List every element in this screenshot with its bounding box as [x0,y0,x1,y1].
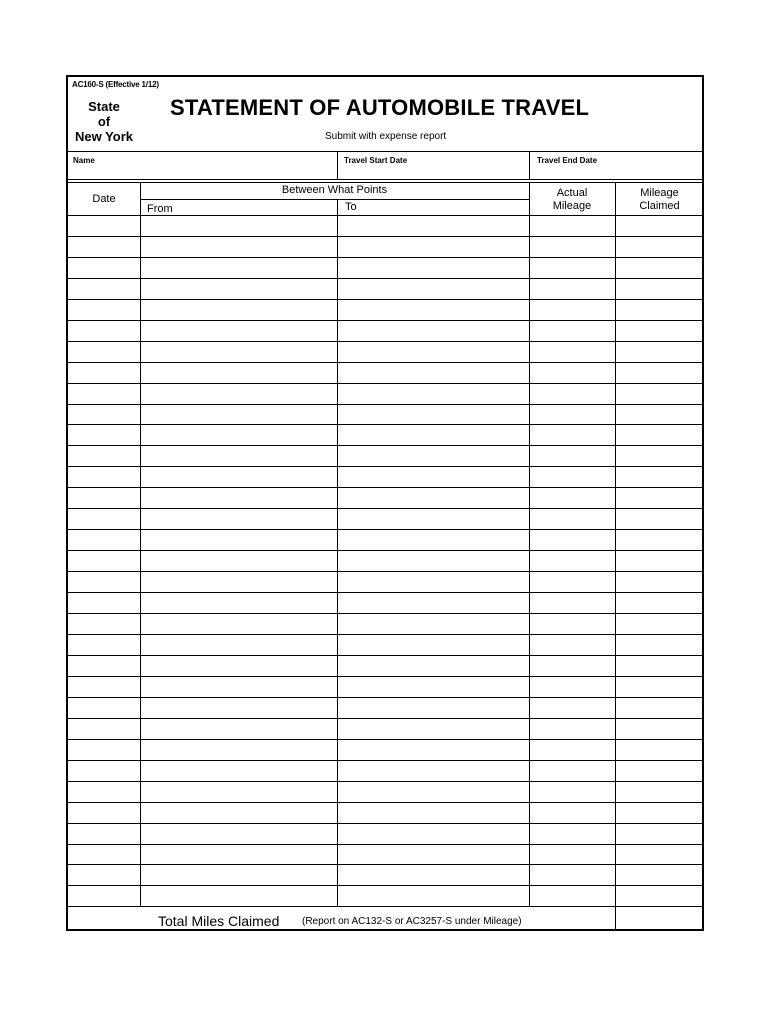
total-miles-field[interactable] [616,910,703,929]
from-cell[interactable] [141,551,336,570]
mileage-claimed-cell[interactable] [616,845,703,864]
from-cell[interactable] [141,446,336,465]
date-cell[interactable] [67,761,139,780]
date-cell[interactable] [67,719,139,738]
to-cell[interactable] [338,384,528,403]
from-cell[interactable] [141,865,336,884]
claimed-header-line-1: Mileage [640,187,679,199]
to-cell[interactable] [338,782,528,801]
from-cell[interactable] [141,237,336,256]
mileage-claimed-cell[interactable] [616,530,703,549]
actual-mileage-cell[interactable] [530,803,614,822]
form-title: STATEMENT OF AUTOMOBILE TRAVEL [170,95,590,120]
to-cell[interactable] [338,677,528,696]
mileage-claimed-cell[interactable] [616,635,703,654]
travel-start-date-label: Travel Start Date [344,156,408,165]
fields-divider-2 [66,182,704,183]
to-cell[interactable] [338,593,528,612]
to-cell[interactable] [338,216,528,235]
start-field-divider [529,151,530,180]
between-points-header: Between What Points [281,184,388,196]
mileage-claimed-cell[interactable] [616,551,703,570]
from-header: From [147,203,173,215]
mileage-claimed-cell[interactable] [616,614,703,633]
actual-mileage-cell[interactable] [530,426,614,445]
from-cell[interactable] [141,405,336,424]
mileage-claimed-cell[interactable] [616,300,703,319]
date-cell[interactable] [67,614,139,633]
mileage-claimed-cell[interactable] [616,488,703,507]
actual-mileage-cell[interactable] [530,321,614,340]
date-cell[interactable] [67,824,139,843]
to-cell[interactable] [338,865,528,884]
actual-mileage-cell[interactable] [530,363,614,382]
from-cell[interactable] [141,824,336,843]
state-line-3: New York [74,129,134,144]
from-cell[interactable] [141,698,336,717]
mileage-claimed-cell[interactable] [616,258,703,277]
actual-mileage-cell[interactable] [530,572,614,591]
actual-mileage-header [529,187,615,213]
date-cell[interactable] [67,677,139,696]
actual-mileage-cell[interactable] [530,530,614,549]
actual-mileage-cell[interactable] [530,216,614,235]
actual-mileage-cell[interactable] [530,467,614,486]
actual-mileage-cell[interactable] [530,384,614,403]
date-cell[interactable] [67,635,139,654]
to-cell[interactable] [338,237,528,256]
actual-mileage-cell[interactable] [530,593,614,612]
date-cell[interactable] [67,845,139,864]
date-cell[interactable] [67,279,139,298]
between-points-underline [140,199,529,200]
actual-mileage-cell[interactable] [530,865,614,884]
from-cell[interactable] [141,803,336,822]
from-cell[interactable] [141,782,336,801]
date-cell[interactable] [67,384,139,403]
from-cell[interactable] [141,530,336,549]
actual-mileage-cell[interactable] [530,656,614,675]
fields-divider [66,179,704,180]
to-cell[interactable] [338,300,528,319]
date-cell[interactable] [67,342,139,361]
to-cell[interactable] [338,761,528,780]
to-cell[interactable] [338,363,528,382]
from-cell[interactable] [141,426,336,445]
to-cell[interactable] [338,824,528,843]
actual-mileage-cell[interactable] [530,509,614,528]
from-cell[interactable] [141,886,336,905]
to-cell[interactable] [338,258,528,277]
actual-mileage-cell[interactable] [530,237,614,256]
actual-mileage-cell[interactable] [530,614,614,633]
date-cell[interactable] [67,300,139,319]
to-cell[interactable] [338,467,528,486]
from-cell[interactable] [141,719,336,738]
from-cell[interactable] [141,761,336,780]
mileage-claimed-cell[interactable] [616,446,703,465]
to-cell[interactable] [338,530,528,549]
date-cell[interactable] [67,865,139,884]
actual-mileage-cell[interactable] [530,551,614,570]
date-cell[interactable] [67,886,139,905]
mileage-claimed-cell[interactable] [616,384,703,403]
to-cell[interactable] [338,698,528,717]
to-cell[interactable] [338,446,528,465]
form-code: AC160-S (Effective 1/12) [72,80,159,89]
date-cell[interactable] [67,782,139,801]
to-cell[interactable] [338,719,528,738]
state-name [70,99,138,144]
date-cell[interactable] [67,216,139,235]
mileage-claimed-cell[interactable] [616,342,703,361]
to-cell[interactable] [338,488,528,507]
name-field[interactable] [68,165,336,178]
date-cell[interactable] [67,321,139,340]
actual-mileage-cell[interactable] [530,342,614,361]
from-cell[interactable] [141,509,336,528]
mileage-claimed-cell[interactable] [616,572,703,591]
actual-mileage-cell[interactable] [530,488,614,507]
mileage-claimed-cell[interactable] [616,656,703,675]
actual-mileage-cell[interactable] [530,405,614,424]
date-header: Date [92,193,116,205]
actual-mileage-cell[interactable] [530,300,614,319]
travel-end-date-field[interactable] [531,165,702,178]
date-cell[interactable] [67,363,139,382]
date-cell[interactable] [67,509,139,528]
to-header: To [345,201,357,213]
date-cell[interactable] [67,405,139,424]
actual-mileage-cell[interactable] [530,782,614,801]
mileage-claimed-cell[interactable] [616,237,703,256]
date-cell[interactable] [67,803,139,822]
to-cell[interactable] [338,803,528,822]
to-cell[interactable] [338,279,528,298]
date-cell[interactable] [67,698,139,717]
date-cell[interactable] [67,551,139,570]
to-cell[interactable] [338,342,528,361]
form-subtitle: Submit with expense report [325,131,447,142]
date-cell[interactable] [67,488,139,507]
mileage-claimed-cell[interactable] [616,761,703,780]
mileage-claimed-cell[interactable] [616,509,703,528]
from-cell[interactable] [141,488,336,507]
from-cell[interactable] [141,677,336,696]
mileage-claimed-cell[interactable] [616,363,703,382]
date-cell[interactable] [67,446,139,465]
mileage-claimed-cell[interactable] [616,593,703,612]
to-cell[interactable] [338,614,528,633]
from-cell[interactable] [141,656,336,675]
actual-mileage-cell[interactable] [530,886,614,905]
to-cell[interactable] [338,845,528,864]
actual-mileage-cell[interactable] [530,824,614,843]
name-field-divider [337,151,338,180]
travel-end-date-label: Travel End Date [537,156,598,165]
to-cell[interactable] [338,886,528,905]
date-cell[interactable] [67,426,139,445]
date-cell[interactable] [67,467,139,486]
from-cell[interactable] [141,845,336,864]
from-cell[interactable] [141,593,336,612]
to-cell[interactable] [338,426,528,445]
mileage-claimed-cell[interactable] [616,677,703,696]
actual-mileage-cell[interactable] [530,635,614,654]
from-cell[interactable] [141,467,336,486]
from-cell[interactable] [141,614,336,633]
mileage-claimed-header [615,187,704,213]
actual-header-line-2: Mileage [552,200,592,212]
mileage-claimed-cell[interactable] [616,740,703,759]
mileage-claimed-cell[interactable] [616,321,703,340]
from-cell[interactable] [141,384,336,403]
state-line-1: State [88,99,120,114]
date-cell[interactable] [67,656,139,675]
from-cell[interactable] [141,635,336,654]
from-cell[interactable] [141,258,336,277]
date-cell[interactable] [67,572,139,591]
from-cell[interactable] [141,363,336,382]
from-cell[interactable] [141,342,336,361]
header-divider [66,151,704,152]
actual-mileage-cell[interactable] [530,698,614,717]
actual-mileage-cell[interactable] [530,761,614,780]
travel-start-date-field[interactable] [339,165,528,178]
actual-mileage-cell[interactable] [530,258,614,277]
to-cell[interactable] [338,551,528,570]
date-cell[interactable] [67,740,139,759]
mileage-claimed-cell[interactable] [616,405,703,424]
date-cell[interactable] [67,237,139,256]
from-cell[interactable] [141,740,336,759]
date-cell[interactable] [67,530,139,549]
state-line-2: of [97,114,111,129]
to-cell[interactable] [338,405,528,424]
actual-header-line-1: Actual [556,187,588,199]
mileage-claimed-cell[interactable] [616,279,703,298]
to-cell[interactable] [338,509,528,528]
actual-mileage-cell[interactable] [530,719,614,738]
actual-mileage-cell[interactable] [530,740,614,759]
mileage-claimed-cell[interactable] [616,467,703,486]
mileage-claimed-cell[interactable] [616,719,703,738]
to-cell[interactable] [338,656,528,675]
to-cell[interactable] [338,740,528,759]
from-cell[interactable] [141,572,336,591]
actual-mileage-cell[interactable] [530,279,614,298]
from-cell[interactable] [141,279,336,298]
to-cell[interactable] [338,635,528,654]
from-cell[interactable] [141,300,336,319]
actual-mileage-cell[interactable] [530,677,614,696]
actual-mileage-cell[interactable] [530,446,614,465]
name-label: Name [73,156,95,165]
claimed-header-line-2: Claimed [639,200,680,212]
mileage-claimed-cell[interactable] [616,426,703,445]
mileage-claimed-cell[interactable] [616,803,703,822]
to-cell[interactable] [338,321,528,340]
date-cell[interactable] [67,593,139,612]
total-miles-note: (Report on AC132-S or AC3257-S under Mileage) [302,916,522,927]
mileage-claimed-cell[interactable] [616,886,703,905]
from-cell[interactable] [141,216,336,235]
mileage-claimed-cell[interactable] [616,824,703,843]
total-miles-label: Total Miles Claimed [158,913,280,929]
mileage-claimed-cell[interactable] [616,698,703,717]
to-cell[interactable] [338,572,528,591]
mileage-claimed-cell[interactable] [616,216,703,235]
from-cell[interactable] [141,321,336,340]
date-cell[interactable] [67,258,139,277]
mileage-claimed-cell[interactable] [616,782,703,801]
mileage-claimed-cell[interactable] [616,865,703,884]
actual-mileage-cell[interactable] [530,845,614,864]
